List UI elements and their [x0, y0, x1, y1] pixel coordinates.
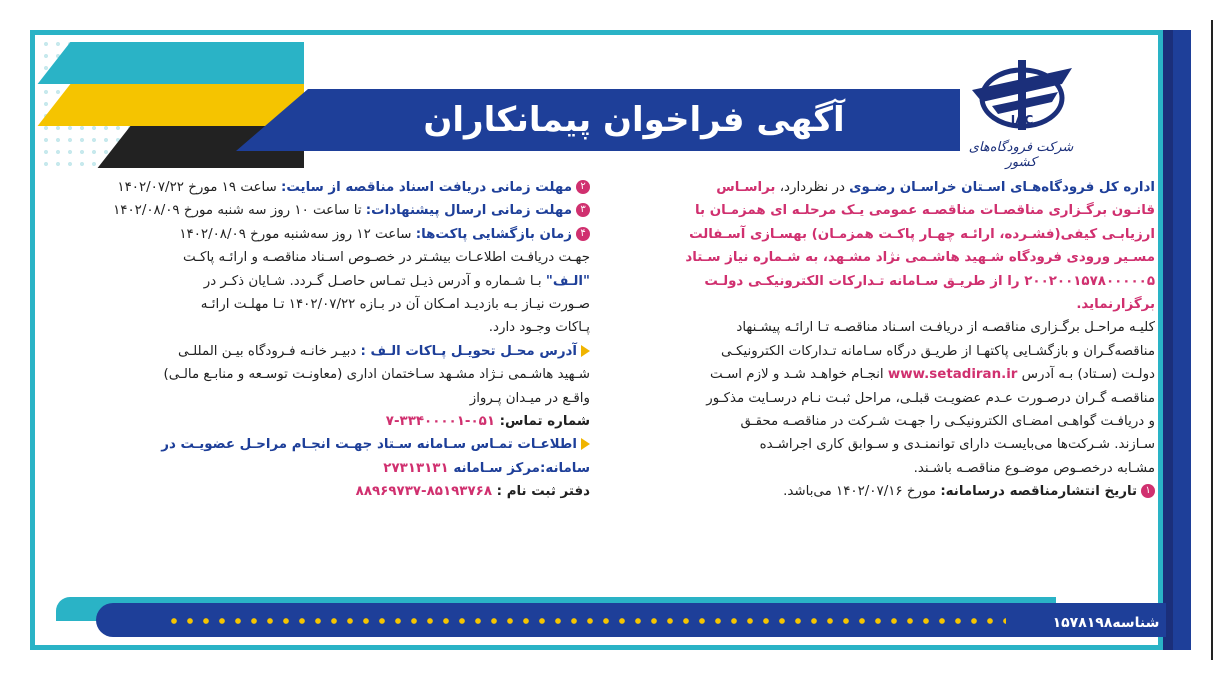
right-p1-line4: مسـیر ورودی فرودگاه شـهید هاشـمی نژاد مشـهد، به شـماره نیاز سـتاد — [685, 250, 1155, 266]
triangle-bullet-icon — [581, 345, 590, 357]
logo-mark: IAC — [1010, 113, 1034, 127]
ad-id: شناسه۱۵۷۸۱۹۸ — [1052, 615, 1160, 631]
address-line3: واقـع در میـدان پـرواز — [469, 390, 590, 406]
setad-url: www.setadiran.ir — [887, 367, 1018, 383]
deadline-documents: ۲مهلت زمانی دریافت اسناد مناقصه از سایت: ساعت ۱۹ مورخ ۱۴۰۲/۰۷/۲۲ — [42, 176, 590, 199]
ad-right-bar-inner — [1163, 30, 1173, 650]
right-column — [600, 176, 1155, 504]
left-p-line4: پـاکات وجـود دارد. — [488, 320, 590, 336]
right-p1-line2: قانـون برگـزاری مناقصـات مناقصـه عمومی یـک مرحلـه ای همزمـان با — [694, 203, 1155, 219]
setad-info-line1: اطلاعـات تمـاس سـامانه سـتاد جهـت انجـام مراحـل عضویـت در — [42, 433, 590, 456]
address-line1: آدرس محـل تحویـل پـاکات الـف : دبیـر خانـه فـرودگاه بیـن المللـی — [42, 340, 590, 363]
right-p2-line6: سـازند. شـرکت‌ها می‌بایسـت دارای توانمنـدی و سـوابق کاری اجرا‌شـده — [759, 437, 1155, 453]
right-p1-line5: ۲۰۰۲۰۰۱۵۷۸۰۰۰۰۰۵ را از طریـق سـامانه تـدارکات الکترونیکـی دولـت — [704, 273, 1155, 289]
footer-band — [36, 597, 1166, 645]
setad-info-line2: سامانه:مرکز سـامانه ۲۷۳۱۳۱۳۱ — [383, 460, 590, 476]
phone: شماره تماس: ۰۵۱-۳۳۴۰۰۰۰۱-۷ — [385, 414, 590, 430]
right-p2-line7: مشـابه درخصـوص موضـوع مناقصـه باشـند. — [913, 460, 1155, 476]
registration-office: دفتر ثبت نام : ۸۵۱۹۳۷۶۸-۸۸۹۶۹۷۳۷ — [355, 484, 590, 500]
right-p2-line3: دولـت (سـتاد) بـه آدرس www.setadiran.ir انجـام خواهـد شـد و لازم اسـت — [710, 367, 1155, 383]
right-p1-line3: ارزیابـی کیفی(فشـرده، ارائـه چهـار پاکـت همزمـان) بهسـازی آسـفالت — [689, 226, 1155, 242]
address-line2: شـهید هاشـمی نـژاد مشـهد سـاختمان اداری (معاونـت توسـعه و منابـع مالـی) — [163, 367, 590, 383]
left-column — [42, 176, 590, 504]
stripe-cyan — [38, 42, 304, 84]
right-p1-line1: اداره کل فرودگاه‌هـای اسـتان خراسـان رضـوی در نظردارد، براسـاس — [716, 180, 1155, 195]
left-p-line1: جهـت دریافـت اطلاعـات بیشـتر در خصـوص اسـناد مناقصـه و ارائـه پاکـت — [183, 250, 590, 266]
triangle-bullet-icon — [581, 438, 590, 450]
right-p1-line6: برگزارنماید. — [1076, 297, 1155, 313]
right-p2-line1: کلیـه مراحـل برگـزاری مناقصـه از دریافـت اسـناد مناقصـه تـا ارائـه پیشـنهاد — [736, 320, 1155, 336]
opening-time: ۴زمان بازگشایی پاکت‌ها: ساعت ۱۲ روز سه‌شنبه مورخ ۱۴۰۲/۰۸/۰۹ — [42, 223, 590, 246]
deadline-proposals: ۳مهلت زمانی ارسال پیشنهادات: تا ساعت ۱۰ روز سه شنبه مورخ ۱۴۰۲/۰۸/۰۹ — [42, 199, 590, 222]
publish-date: ۱تاریخ انتشارمناقصه درسامانه: مورخ ۱۴۰۲/۰۷/۱۶ می‌باشد. — [600, 480, 1155, 503]
left-p-line2: "الـف" بـا شـماره و آدرس ذیـل تمـاس حاصـل گـردد. شـایان ذکـر در — [203, 273, 590, 289]
bullet-number-1: ۱ — [1141, 484, 1155, 498]
right-p2-line4: مناقصـه گـران درصـورت عـدم عضویـت قبلـی، مراحل ثبـت نـام درسـایت مذکـور — [706, 390, 1155, 406]
right-p2-line2: مناقصه‌گـران و بازگشـایی پاکتهـا از طریـق درگاه سـامانه تـدارکات الکترونیکـی — [721, 343, 1155, 359]
page-edge-line — [1211, 20, 1213, 660]
left-p-line3: صـورت نیـاز بـه بازدیـد امـکان آن در بـازه ۱۴۰۲/۰۷/۲۲ تـا مهلـت ارائـه — [200, 297, 590, 313]
company-name: شرکت فرودگاه‌های کشور — [968, 140, 1074, 170]
banner-title: آگهی فراخوان پیمانکاران — [308, 89, 960, 151]
right-p2-line5: و دریافـت گواهـی امضـای الکترونیکـی را جهـت شـرکت در مناقصـه محقـق — [740, 414, 1155, 430]
banner-slant — [236, 89, 308, 151]
footer-dots — [166, 611, 1006, 631]
